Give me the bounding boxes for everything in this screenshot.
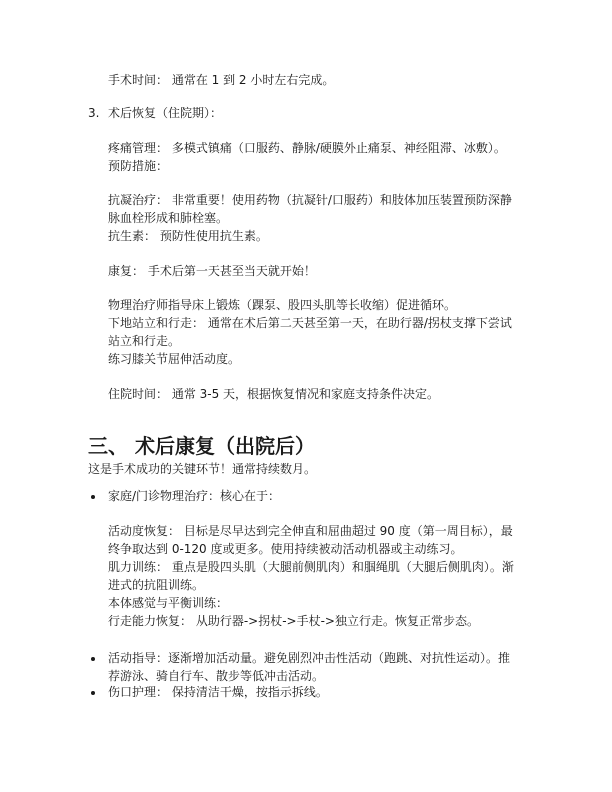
line-strength-1: 肌力训练： 重点是股四头肌（大腿前侧肌肉）和腘绳肌（大腿后侧肌肉）。渐 (108, 560, 514, 574)
line-anticoagulation-1: 抗凝治疗： 非常重要！使用药物（抗凝针/口服药）和肢体加压装置预防深静 (108, 193, 512, 207)
line-physical-therapy: 物理治疗师指导床上锻炼（踝泵、股四头肌等长收缩）促进循环。 (108, 298, 457, 312)
line-knee-flex: 练习膝关节屈伸活动度。 (108, 352, 241, 366)
line-prevention: 预防措施： (108, 159, 169, 173)
line-walking-1: 下地站立和行走： 通常在术后第二天甚至第一天，在助行器/拐杖支撑下尝试 (108, 316, 512, 330)
bullet-dot (91, 657, 95, 661)
line-antibiotic: 抗生素： 预防性使用抗生素。 (108, 229, 268, 243)
line-rom-1: 活动度恢复： 目标是尽早达到完全伸直和屈曲超过 90 度（第一周目标），最 (108, 524, 513, 538)
line-rehab: 康复： 手术后第一天甚至当天就开始！ (108, 264, 316, 278)
line-hospital-stay: 住院时间： 通常 3-5 天，根据恢复情况和家庭支持条件决定。 (108, 387, 440, 401)
line-strength-2: 进式的抗阻训练。 (108, 578, 205, 592)
bullet-dot (91, 691, 95, 695)
line-walking-recovery: 行走能力恢复： 从助行器->拐杖->手杖->独立行走。恢复正常步态。 (108, 614, 479, 628)
section-heading-postdischarge: 三、 术后康复（出院后） (88, 434, 315, 458)
line-surgery-time: 手术时间： 通常在 1 到 2 小时左右完成。 (108, 73, 335, 87)
line-balance: 本体感觉与平衡训练： (108, 596, 229, 610)
list-number-3: 3. (88, 106, 100, 120)
bullet-dot (91, 495, 95, 499)
line-anticoagulation-2: 脉血栓形成和肺栓塞。 (108, 211, 229, 225)
bullet-wound-care: 伤口护理： 保持清洁干燥，按指示拆线。 (108, 685, 328, 699)
bullet-home-pt: 家庭/门诊物理治疗：核心在于： (108, 489, 281, 503)
line-pain-management: 疼痛管理： 多模式镇痛（口服药、静脉/硬膜外止痛泵、神经阻滞、冰敷）。 (108, 141, 506, 155)
bullet-activity-1: 活动指导：逐渐增加活动量。避免剧烈冲击性活动（跑跳、对抗性运动）。推 (108, 651, 511, 665)
bullet-activity-2: 荐游泳、骑自行车、散步等低冲击活动。 (108, 669, 325, 683)
line-walking-2: 站立和行走。 (108, 334, 181, 348)
line-intro: 这是手术成功的关键环节！通常持续数月。 (88, 462, 317, 476)
line-rom-2: 终争取达到 0-120 度或更多。使用持续被动活动机器或主动练习。 (108, 542, 463, 556)
item-postop-hospital-title: 术后恢复（住院期）： (108, 106, 223, 120)
